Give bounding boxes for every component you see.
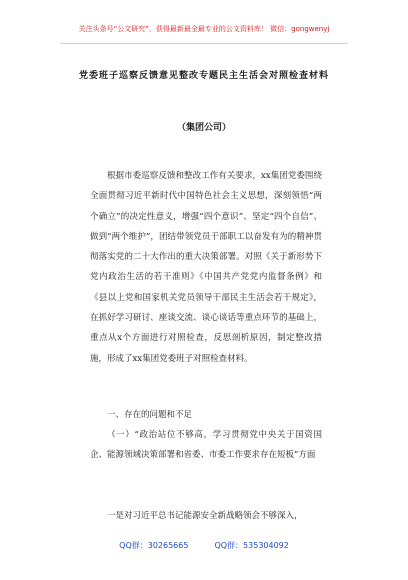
footer-qq-group-2: QQ群：535304092: [214, 541, 289, 550]
intro-paragraph: 根据市委巡察反馈和整改工作有关要求，xx集团党委围绕全面贯彻习近平新时代中国特色社会主义思想，深刻领悟“两个确立”的决定性意义，增强“四个意识”、坚定“四个自信”、做到“两个维护”，团结带领党员干部职工以奋发有为的精神贯彻落实党的二十大作出的重大决策部署。对照《关于新形势下党内政治生活的若干准则》《中国共产党党内监督条例》和《县以上党和国家机关党员领导干部民主生活会若干规定》，在抓好学习研讨、座谈交流、谈心谈话等重点环节的基础上，重点从x个方面进行对照检查，反思剖析原因，制定整改措施，形成了xx集团党委班子对照检查材料。: [90, 171, 322, 364]
point-detail-paragraph: 一是对习近平总书记能源安全新战略领会不够深入，: [107, 511, 303, 521]
header-banner: [0, 24, 408, 34]
header-divider: [60, 43, 348, 44]
section-heading: 一、存在的问题和不足: [107, 410, 193, 420]
point-paragraph: （一）“政治站位不够高，学习贯彻党中央关于国资国企、能源领域决策部署和省委、市委工作要求存在短板”方面: [90, 430, 322, 461]
header-wechat-text: 微信：gongwenyj: [270, 25, 330, 33]
header-promo-text: 关注头条号“公文研究”，获得最新最全最专业的公文资料库！: [78, 25, 268, 33]
document-subtitle: （集团公司）: [176, 123, 231, 133]
footer-qq-group-1: QQ群：30265665: [119, 541, 189, 550]
footer-contact: [0, 540, 408, 551]
document-title: 党委班子巡察反馈意见整改专题民主生活会对照检查材料: [78, 71, 329, 81]
